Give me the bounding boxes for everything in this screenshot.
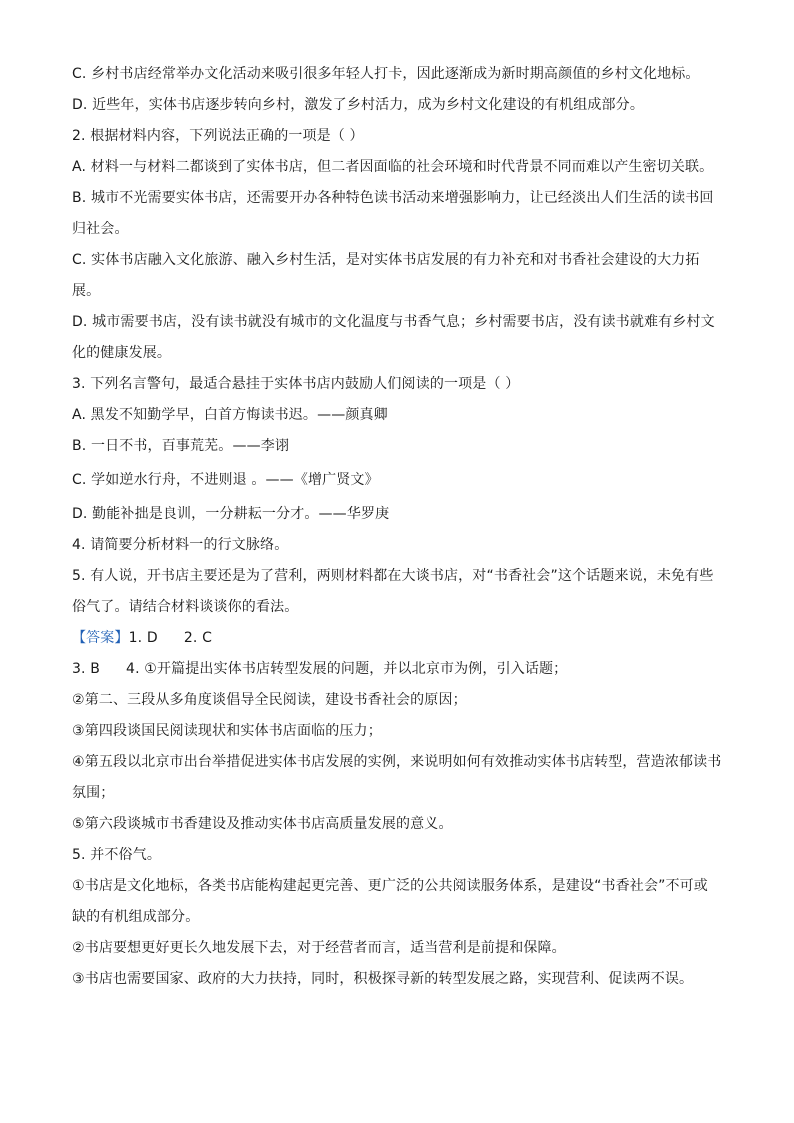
answer-4-point-3: ③第四段谈国民阅读现状和实体书店面临的压力； <box>72 723 382 739</box>
option-2a: A. 材料一与材料二都谈到了实体书店，但二者因面临的社会环境和时代背景不同而难以产生密切关联。 <box>72 159 714 175</box>
option-3a: A. 黑发不知勤学早，白首方悔读书迟。——颜真卿 <box>72 407 388 423</box>
answer-tag: 【答案】 <box>72 630 129 646</box>
answer-5-intro: 5. 并不俗气。 <box>72 847 162 863</box>
answer-4-point-4-line2: 氛围； <box>72 785 115 801</box>
answer-1: 1. D <box>128 630 158 646</box>
answer-4-point-5: ⑤第六段谈城市书香建设及推动实体书店高质量发展的意义。 <box>72 816 453 832</box>
option-3d: D. 勤能补拙是良训，一分耕耘一分才。——华罗庚 <box>72 506 390 522</box>
option-1c: C. 乡村书店经常举办文化活动来吸引很多年轻人打卡，因此逐渐成为新时期高颜值的乡村文化地标。 <box>72 66 700 82</box>
option-3b: B. 一日不书，百事荒芜。——李诩 <box>72 438 290 454</box>
answer-5-point-1-line2: 缺的有机组成部分。 <box>72 909 200 925</box>
answer-header <box>72 628 724 659</box>
document-page <box>72 64 724 1000</box>
option-2b-line2: 归社会。 <box>72 221 129 237</box>
answer-5-point-3: ③书店也需要国家、政府的大力扶持，同时，积极探寻新的转型发展之路，实现营利、促读两不误。 <box>72 971 694 987</box>
answer-3-4 <box>72 659 724 690</box>
answer-4-point-4-line1: ④第五段以北京市出台举措促进实体书店发展的实例，来说明如何有效推动实体书店转型，营造浓郁读书 <box>72 754 722 770</box>
option-2d-line2: 化的健康发展。 <box>72 345 172 361</box>
answer-3: 3. B <box>72 661 101 677</box>
option-3c: C. 学如逆水行舟，不进则退 。——《增广贤文》 <box>72 472 379 488</box>
option-2c-line1: C. 实体书店融入文化旅游、融入乡村生活，是对实体书店发展的有力补充和对书香社会建设的大力拓 <box>72 252 700 268</box>
answer-5-point-1-line1: ①书店是文化地标，各类书店能构建起更完善、更广泛的公共阅读服务体系，是建设“书香社会”不可或 <box>72 878 708 894</box>
question-3: 3. 下列名言警句，最适合悬挂于实体书店内鼓励人们阅读的一项是（ ） <box>72 376 520 392</box>
question-5-line1: 5. 有人说，开书店主要还是为了营利，两则材料都在大谈书店，对“书香社会”这个话题来说，未免有些 <box>72 568 714 584</box>
answer-4-intro: 4. ①开篇提出实体书店转型发展的问题，并以北京市为例，引入话题； <box>126 661 568 677</box>
answer-5-point-2: ②书店要想更好更长久地发展下去，对于经营者而言，适当营利是前提和保障。 <box>72 940 566 956</box>
answer-2: 2. C <box>183 630 212 646</box>
question-5-line2: 俗气了。请结合材料谈谈你的看法。 <box>72 599 299 615</box>
option-2d-line1: D. 城市需要书店，没有读书就没有城市的文化温度与书香气息；乡村需要书店，没有读书就难有乡村文 <box>72 314 715 330</box>
option-2c-line2: 展。 <box>72 283 101 299</box>
option-1d: D. 近些年，实体书店逐步转向乡村，激发了乡村活力，成为乡村文化建设的有机组成部分。 <box>72 97 644 113</box>
answer-4-point-2: ②第二、三段从多角度谈倡导全民阅读，建设书香社会的原因； <box>72 692 467 708</box>
question-2: 2. 根据材料内容，下列说法正确的一项是（ ） <box>72 128 364 144</box>
option-2b-line1: B. 城市不光需要实体书店，还需要开办各种特色读书活动来增强影响力，让已经淡出人们生活的读书回 <box>72 190 714 206</box>
question-4: 4. 请简要分析材料一的行文脉络。 <box>72 537 289 553</box>
